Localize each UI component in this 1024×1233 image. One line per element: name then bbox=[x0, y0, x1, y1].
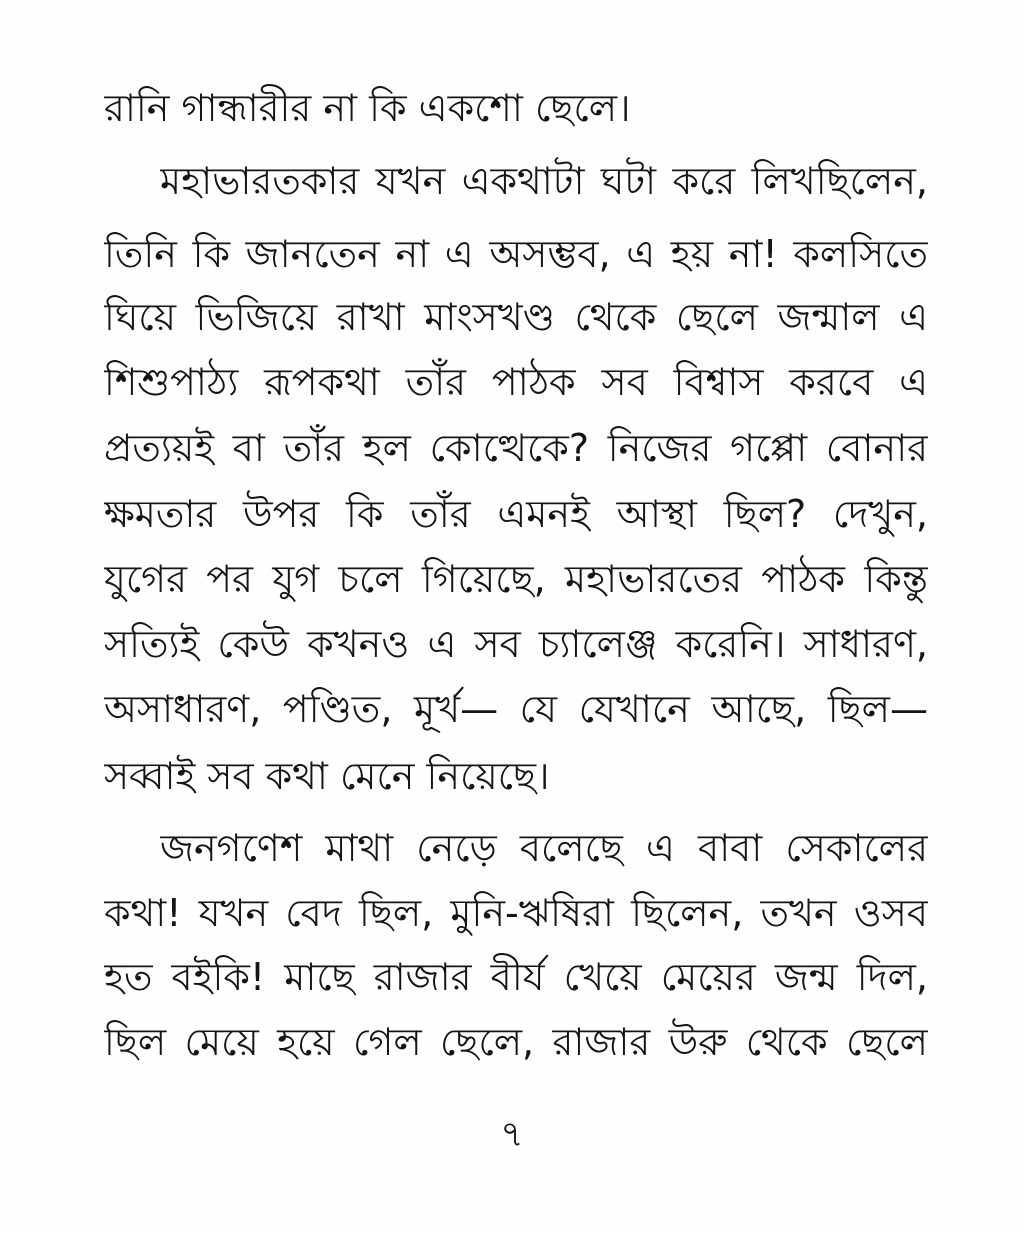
text-line-4: ঘিয়ে ভিজিয়ে রাখা মাংসখণ্ড থেকে ছেলে জন্মাল এ bbox=[104, 295, 928, 339]
text-line-2: মহাভারতকার যখন একথাটা ঘটা করে লিখছিলেন, bbox=[160, 159, 928, 203]
page-number: ৭ bbox=[500, 1114, 524, 1155]
text-line-15: ছিল মেয়ে হয়ে গেল ছেলে, রাজার উরু থেকে ছেলে bbox=[104, 1020, 928, 1064]
text-line-8: যুগের পর যুগ চলে গিয়েছে, মহাভারতের পাঠক কিন্তু bbox=[104, 557, 928, 601]
text-line-1: রানি গান্ধারীর না কি একশো ছেলে। bbox=[104, 86, 631, 130]
text-line-7: ক্ষমতার উপর কি তাঁর এমনই আস্থা ছিল? দেখুন, bbox=[104, 492, 928, 536]
text-line-3: তিনি কি জানতেন না এ অসম্ভব, এ হয় না! কলসিতে bbox=[104, 232, 928, 276]
text-line-13: কথা! যখন বেদ ছিল, মুনি-ঋষিরা ছিলেন, তখন ওসব bbox=[104, 891, 928, 935]
text-line-9: সত্যিই কেউ কখনও এ সব চ্যালেঞ্জ করেনি। সাধারণ, bbox=[104, 622, 928, 666]
text-line-14: হত বইকি! মাছে রাজার বীর্য খেয়ে মেয়ের জন্ম দিল, bbox=[104, 955, 928, 999]
text-line-12: জনগণেশ মাথা নেড়ে বলেছে এ বাবা সেকালের bbox=[160, 826, 928, 870]
text-line-6: প্রত্যয়ই বা তাঁর হল কোত্থেকে? নিজের গপ্পো বোনার bbox=[104, 426, 928, 470]
text-line-10: অসাধারণ, পণ্ডিত, মূর্খ— যে যেখানে আছে, ছিল— bbox=[104, 687, 928, 731]
text-line-11: সব্বাই সব কথা মেনে নিয়েছে। bbox=[104, 754, 550, 798]
text-line-5: শিশুপাঠ্য রূপকথা তাঁর পাঠক সব বিশ্বাস করবে এ bbox=[104, 360, 928, 404]
